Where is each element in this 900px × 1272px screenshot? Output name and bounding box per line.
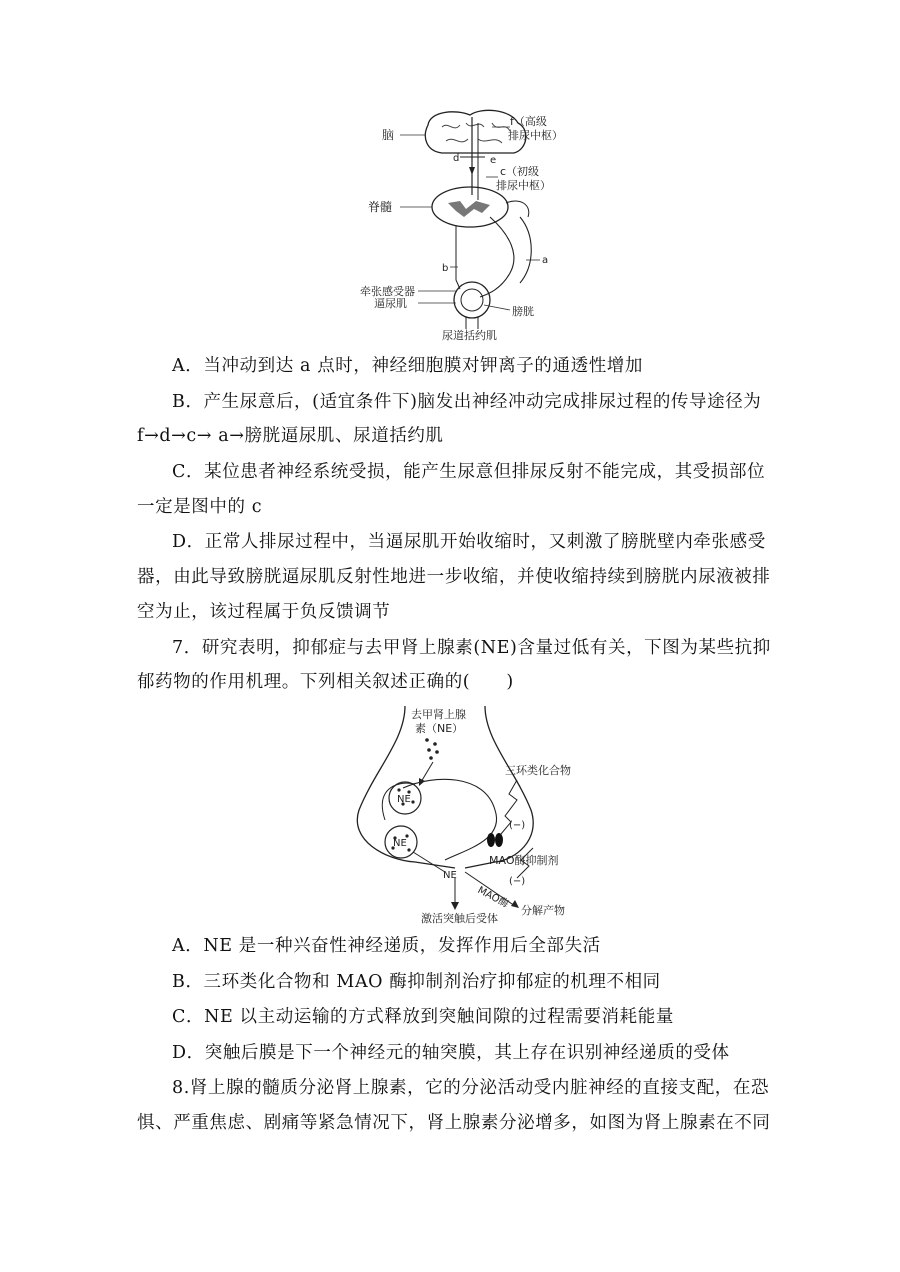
- q6-option-b-line1: B．产生尿意后，(适宜条件下)脑发出神经冲动完成排尿过程的传导途径为: [172, 392, 762, 412]
- label-c: c（初级: [500, 165, 540, 178]
- tricyclic-label: 三环类化合物: [505, 764, 571, 777]
- q6-option-d-line1: D．正常人排尿过程中，当逼尿肌开始收缩时，又刺激了膀胱壁内牵张感受: [172, 532, 766, 552]
- q6-option-d-line3: 空为止，该过程属于负反馈调节: [137, 602, 391, 622]
- label-bladder: 膀胱: [512, 305, 534, 318]
- label-receptor: 牵张感受器: [360, 285, 415, 298]
- label-c2: 排尿中枢）: [496, 179, 551, 192]
- q7-option-b: B．三环类化合物和 MAO 酶抑制剂治疗抑郁症的机理不相同: [172, 972, 661, 992]
- label-b: b: [442, 263, 449, 274]
- q6-option-c-line1: C．某位患者神经系统受损，能产生尿意但排尿反射不能完成，其受损部位: [172, 462, 766, 482]
- ne-label-2: 素（NE）: [415, 722, 464, 735]
- products-label: 分解产物: [521, 904, 565, 917]
- mao-inhibitor-label: MAO酶抑制剂: [489, 854, 559, 867]
- ne-label-1: 去甲肾上腺: [411, 708, 466, 721]
- label-brain: 脑: [382, 128, 395, 142]
- q7-option-a: A．NE 是一种兴奋性神经递质，发挥作用后全部失活: [172, 936, 601, 956]
- label-f: f（高级: [510, 115, 547, 128]
- minus-label-2: (−): [509, 876, 526, 887]
- q7-option-d: D．突触后膜是下一个神经元的轴突膜，其上存在识别神经递质的受体: [172, 1043, 730, 1063]
- q8-stem-line2: 惧、严重焦虑、剧痛等紧急情况下，肾上腺素分泌增多，如图为肾上腺素在不同: [137, 1113, 771, 1133]
- label-d: d: [453, 153, 460, 164]
- q6-option-c-line2: 一定是图中的 c: [137, 497, 263, 517]
- q8-stem-line1: 8.肾上腺的髓质分泌肾上腺素，它的分泌活动受内脏神经的直接支配，在恐: [172, 1078, 770, 1098]
- label-f2: 排尿中枢）: [508, 129, 563, 142]
- q6-option-a: A．当冲动到达 a 点时，神经细胞膜对钾离子的通透性增加: [172, 356, 643, 376]
- mao-label: MAO酶: [475, 884, 511, 911]
- ne-cleft-label: NE: [443, 870, 457, 881]
- minus-label-1: (−): [509, 820, 526, 831]
- q6-option-d-line2: 器，由此导致膀胱逼尿肌反射性地进一步收缩，并使收缩持续到膀胱内尿液被排: [137, 567, 771, 587]
- synapse-diagram: [345, 700, 585, 925]
- label-detrusor: 逼尿肌: [374, 297, 407, 310]
- label-sphincter: 尿道括约肌: [442, 329, 497, 342]
- receptor-label: 激活突触后受体: [421, 912, 498, 925]
- urination-reflex-diagram: [360, 105, 580, 345]
- q7-option-c: C．NE 以主动运输的方式释放到突触间隙的过程需要消耗能量: [172, 1007, 674, 1027]
- label-spinal: 脊髓: [368, 200, 393, 214]
- q7-stem-line2: 郁药物的作用机理。下列相关叙述正确的( ): [137, 672, 514, 692]
- ne-vesicle-label-2: NE: [393, 838, 407, 849]
- ne-vesicle-label-1: NE: [397, 794, 411, 805]
- q7-stem-line1: 7．研究表明，抑郁症与去甲肾上腺素(NE)含量过低有关，下图为某些抗抑: [172, 638, 771, 658]
- q6-option-b-line2: f→d→c→ a→膀胱逼尿肌、尿道括约肌: [137, 426, 444, 446]
- label-e: e: [490, 155, 497, 166]
- label-a: a: [542, 255, 549, 266]
